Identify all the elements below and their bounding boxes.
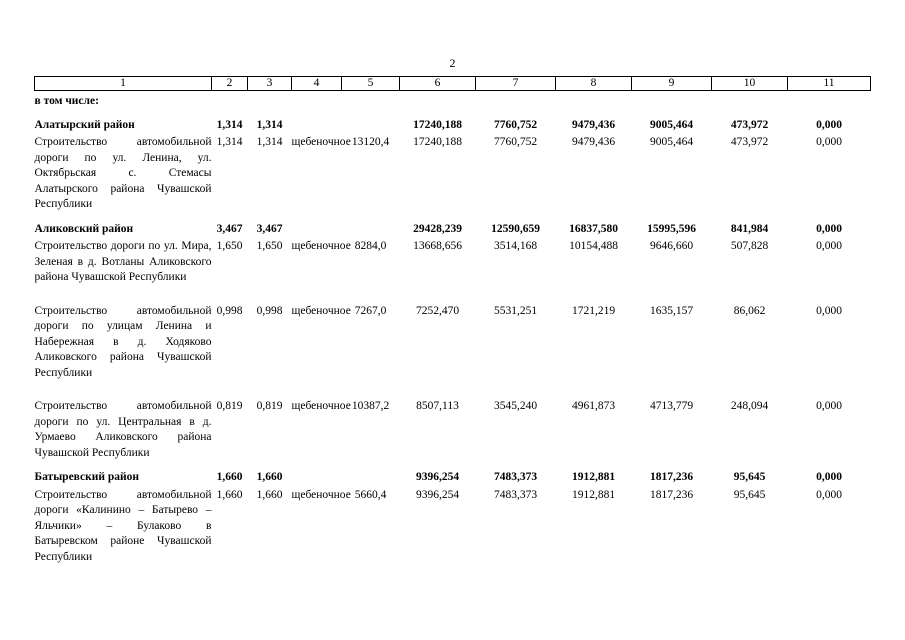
cell-length-total: 1,650 [256,240,283,252]
district-row [35,463,871,488]
cell-col9: 9005,464 [649,118,694,131]
cell-col7: 7483,373 [493,471,538,483]
project-row [35,399,871,463]
cell-surface: щебеночное [291,304,351,317]
column-number: 9 [632,77,712,91]
cell-length: 3,467 [216,222,243,235]
district-name: Аликовский район [34,222,134,235]
cell-length-total: 0,819 [256,400,283,412]
cell-length-total: 1,314 [256,136,283,148]
cell-surface: щебеночное [291,488,351,501]
cell-unit-cost [342,463,400,488]
column-number: 2 [212,77,248,91]
cell-unit-cost: 5660,4 [354,488,387,501]
project-name: Строительство дороги по ул. Мира, Зеленая в д. Вотланы Аликовского района Чувашской Республики [34,240,212,283]
cell-length: 0,819 [216,400,243,412]
cell-col10: 248,094 [730,400,769,412]
cell-col11: 0,000 [816,304,842,317]
column-number: 10 [712,77,788,91]
column-number: 5 [342,77,400,91]
cell-col8: 1721,219 [571,304,616,317]
cell-col10: 95,645 [733,471,766,483]
cell-col7: 12590,659 [491,222,540,235]
cell-length: 1,660 [216,471,243,483]
project-name: Строительство автомобильной дороги по ул. Ленина, ул. Октябрьская с. Стемасы Алатырского района Чувашской Республики [34,136,212,210]
cell-col11: 0,000 [816,488,842,501]
cell-unit-cost: 8284,0 [354,240,387,252]
cell-col8: 1912,881 [571,488,616,501]
project-name: Строительство автомобильной дороги по ул. Центральная в д. Урмаево Аликовского района Чувашской Республики [34,400,212,459]
cell-col9: 9646,660 [649,240,694,252]
cell-col10: 841,984 [730,222,769,235]
cell-col11: 0,000 [816,471,842,483]
cell-unit-cost: 7267,0 [354,304,387,317]
cell-total: 17240,188 [413,136,462,148]
cell-surface: щебеночное [291,136,351,148]
cell-col11: 0,000 [816,240,842,252]
cell-col11: 0,000 [816,136,842,148]
cell-col8: 4961,873 [571,400,616,412]
column-number: 11 [788,77,871,91]
column-number-row [35,77,871,91]
page-number: 2 [449,56,456,70]
cell-total: 9396,254 [415,471,460,483]
cell-length-total: 1,660 [256,488,283,501]
subheading: в том числе: [34,95,99,107]
cell-col11: 0,000 [816,118,842,131]
cell-col9: 15995,596 [647,222,696,235]
cell-col10: 86,062 [733,304,766,317]
cell-col7: 3514,168 [493,240,538,252]
cell-col9: 1817,236 [649,471,694,483]
project-row [35,239,871,304]
district-name: Батыревский район [34,471,140,483]
cell-surface: щебеночное [291,400,351,412]
cell-col8: 10154,488 [569,240,618,252]
project-row [35,488,871,568]
cell-length-total: 1,314 [256,118,283,131]
subheading-row [35,91,871,111]
cell-total: 29428,239 [413,222,462,235]
cell-col10: 473,972 [730,136,769,148]
column-number: 7 [476,77,556,91]
cell-total: 17240,188 [413,118,462,131]
cell-col9: 9005,464 [649,136,694,148]
cell-length-total: 3,467 [256,222,283,235]
cell-length: 1,650 [216,240,243,252]
cell-unit-cost: 10387,2 [351,400,390,412]
column-number: 6 [400,77,476,91]
project-name: Строительство автомобильной дороги «Калинино – Батырево – Яльчики» – Булаково в Батыревском районе Чувашской Республики [34,488,212,563]
cell-total: 8507,113 [416,400,459,412]
cell-col9: 1817,236 [649,488,694,501]
cell-col7: 5531,251 [493,304,538,317]
cell-col7: 7760,752 [493,136,538,148]
cell-surface [292,463,342,488]
road-construction-table [34,76,871,567]
cell-surface: щебеночное [291,240,351,252]
cell-unit-cost: 13120,4 [351,136,390,148]
district-row [35,111,871,136]
cell-col9: 1635,157 [649,304,694,317]
project-row [35,304,871,400]
cell-surface [292,111,342,136]
cell-col8: 9479,436 [571,136,616,148]
cell-unit-cost [342,215,400,240]
cell-length: 0,998 [216,304,243,317]
cell-col7: 7483,373 [493,488,538,501]
cell-col7: 7760,752 [493,118,538,131]
column-number: 1 [35,77,212,91]
cell-total: 7252,470 [415,304,460,317]
cell-length: 1,314 [216,136,243,148]
column-number: 8 [556,77,632,91]
district-name: Алатырский район [34,118,135,131]
cell-surface [292,215,342,240]
cell-unit-cost [342,111,400,136]
project-name: Строительство автомобильной дороги по улицам Ленина и Набережная в д. Ходяково Аликовского района Чувашской Республики [34,304,212,379]
cell-total: 13668,656 [413,240,462,252]
cell-length: 1,660 [216,488,243,501]
cell-col8: 16837,580 [569,222,618,235]
cell-col10: 95,645 [733,488,766,501]
column-number: 3 [248,77,292,91]
cell-col11: 0,000 [816,222,842,235]
cell-col10: 473,972 [730,118,769,131]
cell-col10: 507,828 [730,240,769,252]
cell-length-total: 0,998 [256,304,283,317]
column-number: 4 [292,77,342,91]
district-row [35,215,871,240]
cell-col7: 3545,240 [493,400,538,412]
cell-col9: 4713,779 [649,400,694,412]
cell-length: 1,314 [216,118,243,131]
cell-length-total: 1,660 [256,471,283,483]
cell-total: 9396,254 [415,488,460,501]
project-row [35,135,871,215]
cell-col8: 1912,881 [571,471,616,483]
cell-col8: 9479,436 [571,118,616,131]
cell-col11: 0,000 [816,400,842,412]
